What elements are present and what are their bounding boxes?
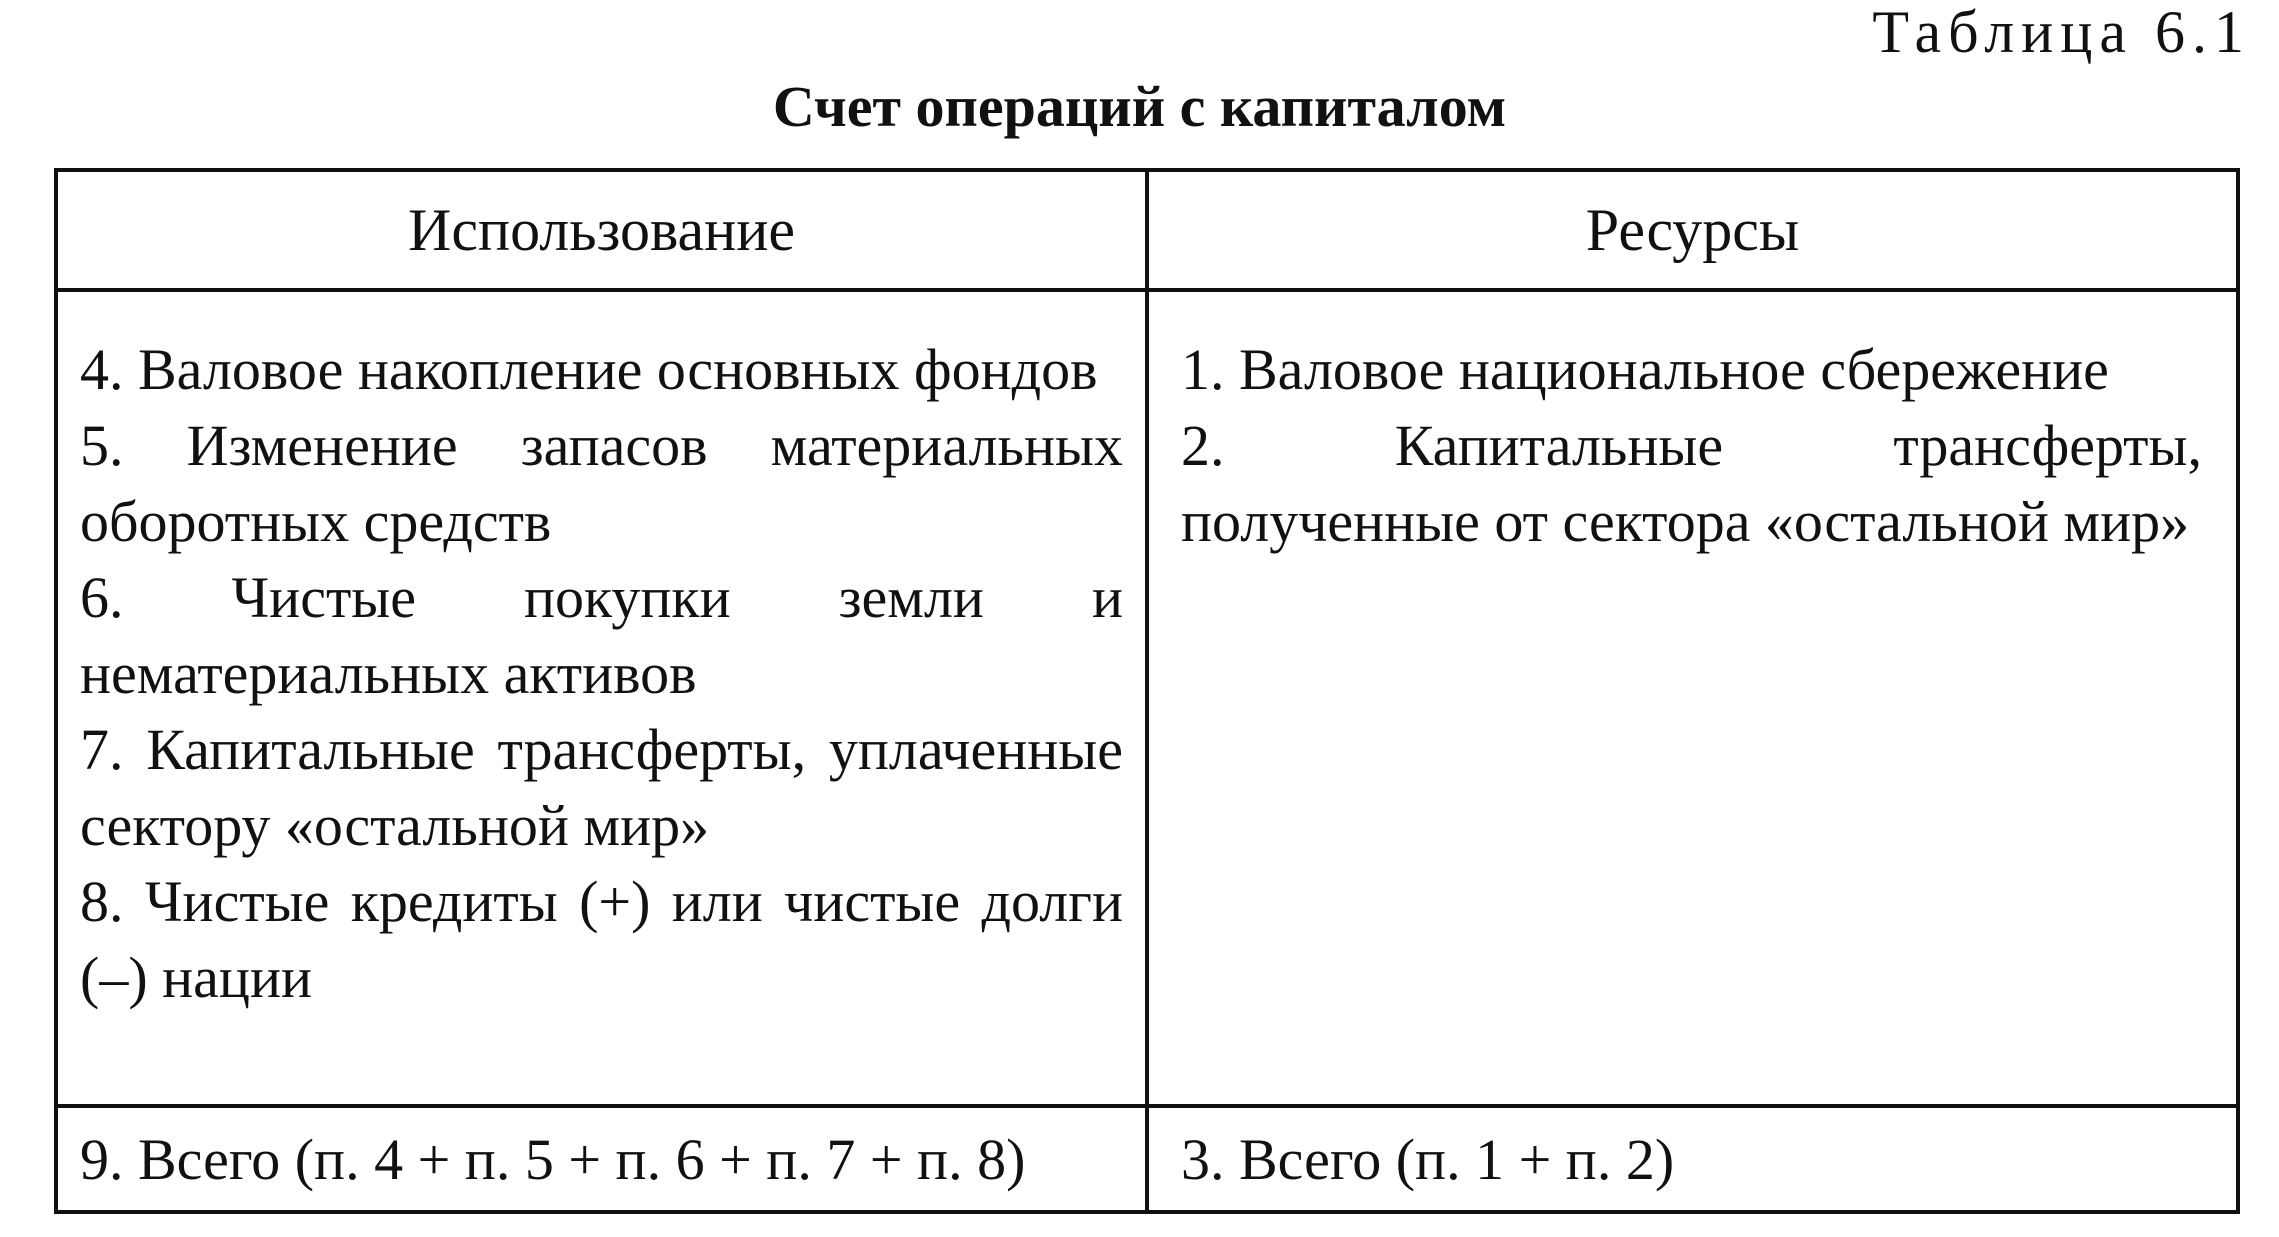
resources-item: 1. Валовое национальное сбережение: [1181, 337, 2109, 402]
header-uses: Использование: [408, 196, 795, 263]
table-number-label: Таблица 6.1: [1872, 0, 2251, 65]
uses-item: 5. Изменение запасов материальных оборотных средств: [80, 413, 1123, 554]
uses-item: 7. Капитальные трансферты, уплаченные сектору «остальной мир»: [80, 717, 1123, 858]
capital-account-table: [54, 168, 2240, 1214]
uses-total: 9. Всего (п. 4 + п. 5 + п. 6 + п. 7 + п. 8): [80, 1126, 1026, 1192]
uses-item: 4. Валовое накопление основных фондов: [80, 337, 1098, 402]
table-title: Счет операций с капиталом: [772, 74, 1507, 139]
resources-cell: [1149, 292, 2236, 1104]
uses-cell: [58, 292, 1145, 1104]
uses-item: 8. Чистые кредиты (+) или чистые долги (–) нации: [80, 869, 1123, 1010]
resources-total: 3. Всего (п. 1 + п. 2): [1181, 1126, 1675, 1192]
header-resources: Ресурсы: [1585, 196, 1800, 263]
uses-item: 6. Чистые покупки земли и нематериальных активов: [80, 565, 1123, 706]
resources-item: 2. Капитальные трансферты, полученные от сектора «остальной мир»: [1181, 413, 2202, 554]
